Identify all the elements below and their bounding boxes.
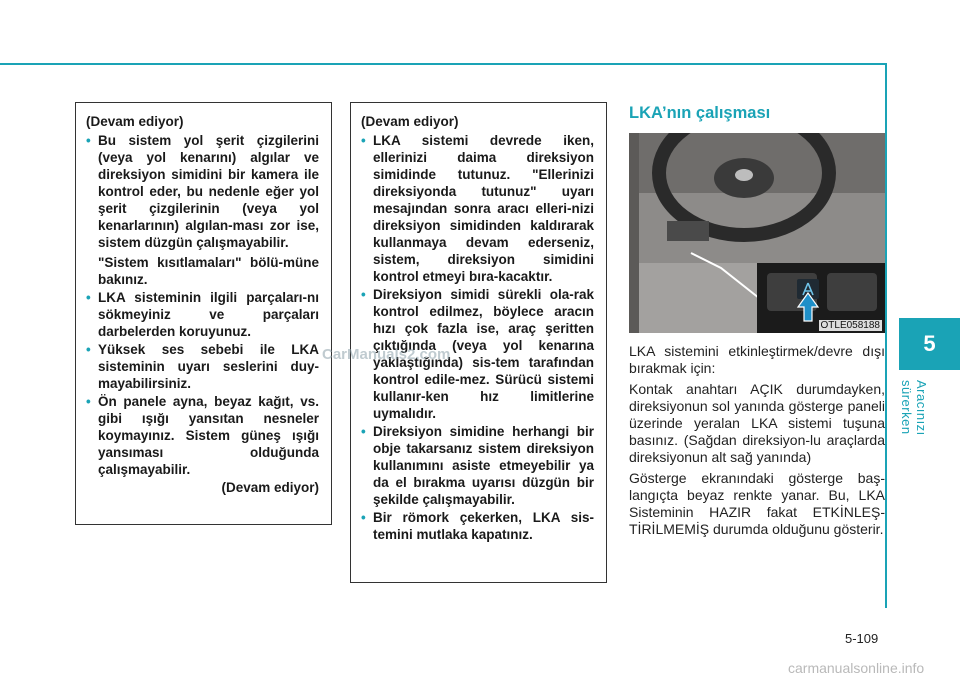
bullet-text: Bu sistem yol şerit çizgilerini (veya yol kenarını) algılar ve direksiyon simidini bir kamera ile kontrol eder, bu nedenle eğer yol şerit çizgilerinin (veya yol kenarlarının) algılan-ması zor ise, sistem düzgün çalışmayabilir.	[98, 133, 319, 250]
sub-paragraph: "Sistem kısıtlamaları" bölü-müne bakınız.	[98, 255, 319, 287]
bullet-text: Bir römork çekerken, LKA sis-temini mutlaka kapatınız.	[373, 510, 594, 542]
bullet-text: Ön panele ayna, beyaz kağıt, vs. gibi ışığı yansıtan nesneler koymayınız. Sistem güneş ışığı yansıması olduğunda çalışmayabilir.	[98, 394, 319, 477]
top-rule	[0, 63, 885, 65]
chapter-number-tab[interactable]: 5	[899, 318, 960, 370]
bullet-icon: •	[361, 287, 366, 302]
page-number: 5-109	[845, 631, 879, 646]
list-item	[361, 509, 594, 543]
list-item	[361, 423, 594, 508]
section-heading: LKA’nın çalışması	[629, 104, 771, 122]
bullet-text: Direksiyon simidine herhangi bir obje takarsanız sistem direksiyon kullanımını asiste etmeyebilir ya da el bırakma uyarısı düzgün bir şekilde çalışmayabilir.	[373, 424, 594, 507]
paragraph: LKA sistemini etkinleştirmek/devre dışı bırakmak için:	[629, 343, 885, 376]
list-item	[86, 289, 319, 340]
list-item	[86, 393, 319, 478]
bullet-icon: •	[361, 133, 366, 148]
side-rule	[885, 63, 887, 608]
chapter-title: Aracınızı sürerken	[899, 380, 929, 436]
bullet-icon: •	[361, 424, 366, 439]
continued-footer: (Devam ediyor)	[221, 480, 319, 495]
bullet-icon: •	[86, 290, 91, 305]
bullet-icon: •	[86, 342, 91, 357]
paragraph: Kontak anahtarı AÇIK durumdayken, direksiyonun sol yanında gösterge paneli üzerinde yeralan LKA sistemi tuşuna basınız. (Sağdan direksiyon-lu araçlarda direksiyonun alt sağ yanında)	[629, 381, 885, 465]
section-body	[629, 343, 885, 542]
bullet-text: LKA sistemi devrede iken, ellerinizi daima direksiyon simidinde tutunuz. "Ellerinizi direksiyonda tutunuz" uyarı mesajından sonra aracı elleri-nizi direksiyon simidinden kaldırarak kullanmaya devam ederseniz, sistem, direksiyon simidini kontrol etmeyi bıra-kacaktır.	[373, 133, 594, 284]
bullet-icon: •	[86, 394, 91, 409]
continued-header: (Devam ediyor)	[86, 114, 184, 129]
bullet-text: Direksiyon simidi sürekli ola-rak kontrol edilmez, böylece aracın hızı çok fazla ise, araç şeritten çıktığında (veya yol kenarına yaklaştığında) sis-tem tarafından kontrol edile-mez. Sürücü sistemi kullanır-ken hız limitlerine uymalıdır.	[373, 287, 594, 421]
caution-box-left	[75, 102, 332, 525]
list-item	[86, 132, 319, 251]
dashboard-illustration	[629, 133, 885, 333]
watermark-link[interactable]: carmanualsonline.info	[788, 660, 925, 676]
bullet-icon: •	[86, 133, 91, 148]
bullet-text: Yüksek ses sebebi ile LKA sisteminin uyarı seslerini duy-mayabilirsiniz.	[98, 342, 319, 391]
list-item	[86, 341, 319, 392]
lka-button-photo	[629, 133, 885, 333]
bullet-icon: •	[361, 510, 366, 525]
watermark: CarManuals2.com	[322, 346, 451, 363]
paragraph: Gösterge ekranındaki gösterge baş-langıçta beyaz renkte yanar. Bu, LKA Sisteminin HAZIR fakat ETKİNLEŞ-TİRİLMEMİŞ durumda olduğunu gösterir.	[629, 470, 885, 537]
continued-header: (Devam ediyor)	[361, 114, 459, 129]
list-item	[361, 132, 594, 285]
image-code: OTLE058188	[820, 320, 880, 331]
caution-box-right	[350, 102, 607, 583]
bullet-text: LKA sisteminin ilgili parçaları-nı sökmeyiniz ve parçaları darbelerden koruyunuz.	[98, 290, 319, 339]
